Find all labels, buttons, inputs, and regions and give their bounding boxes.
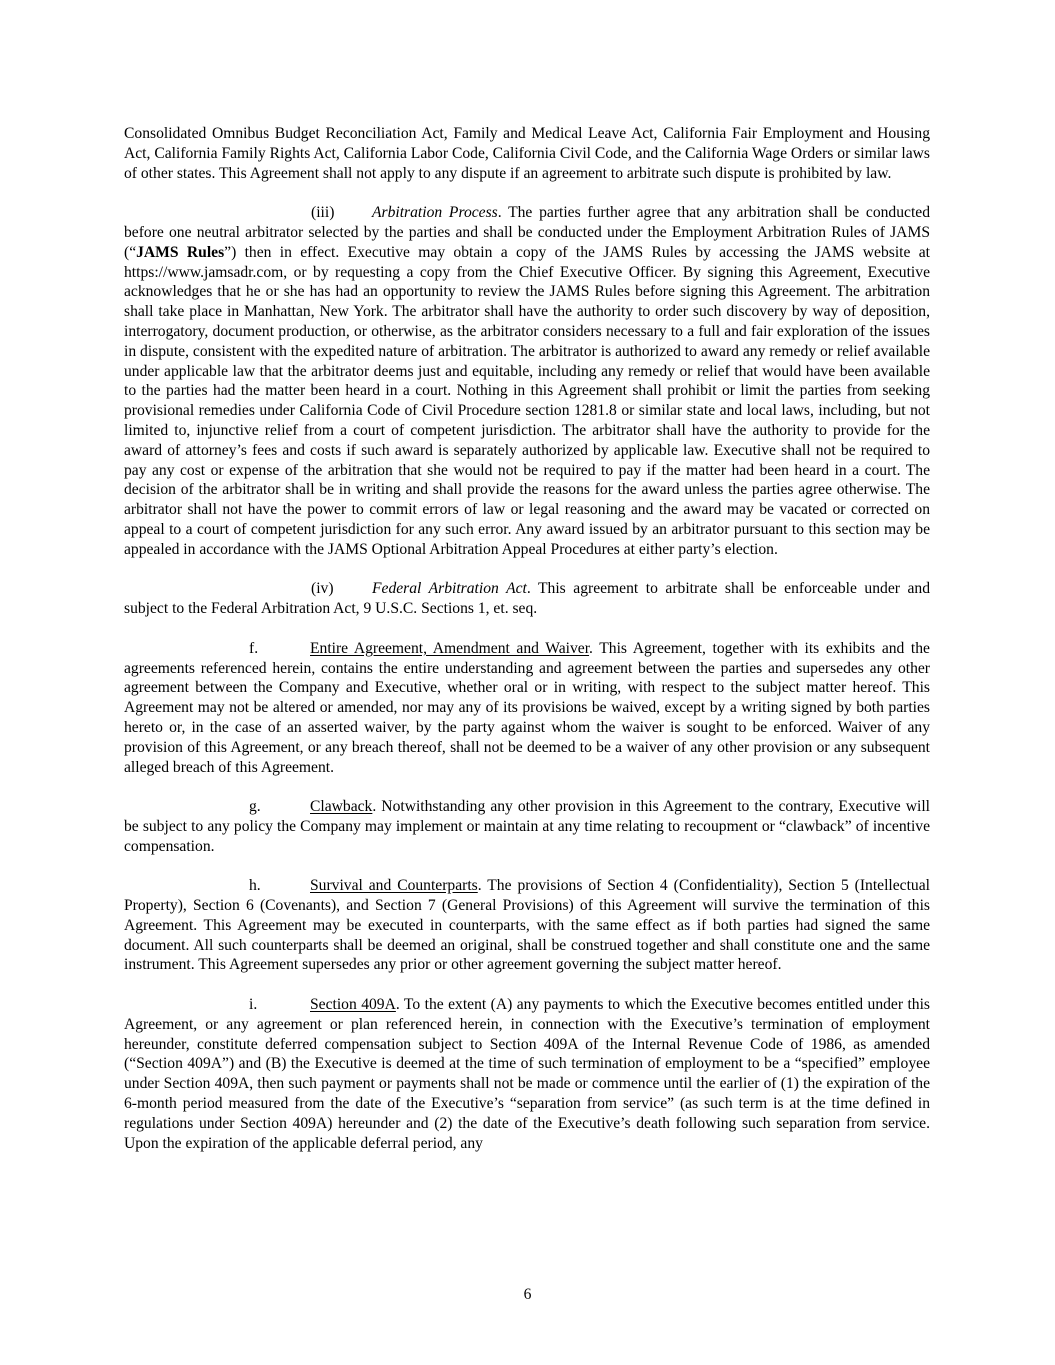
paragraph-arbitration-process [124, 203, 930, 559]
item-title: Federal Arbitration Act [372, 580, 527, 598]
item-number: (iv) [311, 580, 334, 598]
section-text: . Notwithstanding any other provision in this Agreement to the contrary, Executive will be subject to any policy the Company may implement or maintain at any time relating to recoupment or “clawback” of incentive compensation. [124, 798, 930, 855]
section-text: . To the extent (A) any payments to which the Executive becomes entitled under this Agreement, or any agreement or plan referenced herein, in connection with the Executive’s termination of employment hereunder, constitute deferred compensation subject to Section 409A of the Internal Revenue Code of 1986, as amended (“Section 409A”) and (B) the Executive is deemed at the time of such termination of employment to be a “specified” employee under Section 409A, then such payment or payments shall not be made or commence until the earlier of (1) the expiration of the 6-month period measured from the date of the Executive’s “separation from service” (as such term is at the time defined in regulations under Section 409A) hereunder and (2) the date of the Executive’s death following such separation from service. Upon the expiration of the applicable deferral period, any [124, 996, 930, 1152]
section-letter: g. [249, 798, 261, 816]
section-heading: Section 409A [310, 996, 396, 1014]
section-survival [124, 876, 930, 975]
section-text: . The provisions of Section 4 (Confidentiality), Section 5 (Intellectual Property), Section 6 (Covenants), and Section 7 (General Provisions) of this Agreement will survive the termination of this Agreement. This Agreement may be executed in counterparts, with the same effect as if both parties had signed the same document. All such counterparts shall be deemed an original, shall be construed together and shall constitute one and the same instrument. This Agreement supersedes any prior or other agreement governing the subject matter hereof. [124, 877, 930, 974]
section-entire-agreement [124, 639, 930, 778]
section-409a [124, 995, 930, 1153]
section-letter: h. [249, 877, 261, 895]
section-text: . This Agreement, together with its exhibits and the agreements referenced herein, contains the entire understanding and agreement between the parties and supersedes any other agreement between the Company and Executive, whether oral or in writing, with respect to the subject matter hereof. This Agreement may not be altered or amended, nor may any of its provisions be waived, except by a writing signed by both parties hereto or, in the case of an asserted waiver, by the party against whom the waiver is sought to be enforced. Waiver of any provision of this Agreement, or any breach thereof, shall not be deemed to be a waiver of any other provision or any subsequent alleged breach of this Agreement. [124, 639, 930, 776]
document-page [124, 124, 930, 1173]
item-text: . This agreement to arbitrate shall be enforceable under and subject to the Federal Arbitration Act, 9 U.S.C. Sections 1, et. seq. [124, 580, 930, 618]
section-clawback [124, 797, 930, 856]
paragraph-federal-arbitration-act [124, 579, 930, 619]
paragraph-covered-laws: Consolidated Omnibus Budget Reconciliation Act, Family and Medical Leave Act, California Fair Employment and Housing Act, California Family Rights Act, California Labor Code, California Civil Code, and the California Wage Orders or similar laws of other states. This Agreement shall not apply to any dispute if an agreement to arbitrate such dispute is prohibited by law. [124, 125, 930, 182]
section-letter: f. [249, 639, 259, 657]
page-number: 6 [523, 1286, 532, 1303]
section-letter: i. [249, 996, 258, 1014]
item-title: Arbitration Process [372, 204, 498, 222]
section-heading: Entire Agreement, Amendment and Waiver [310, 639, 590, 657]
section-heading: Clawback [310, 798, 373, 816]
item-text: . The parties further agree that any arbitration shall be conducted before one neutral arbitrator selected by the parties and shall be conducted under the Employment Arbitration Rules of JAMS (“ [124, 204, 931, 261]
item-text: ”) then in effect. Executive may obtain a copy of the JAMS Rules by accessing the JAMS website at https://www.jamsadr.com, or by requesting a copy from the Chief Executive Officer. By signing this Agreement, Executive acknowledges that he or she has had an opportunity to review the JAMS Rules before signing this Agreement. The arbitration shall take place in Manhattan, New York. The arbitrator shall have the authority to order such discovery by way of deposition, interrogatory, document production, or otherwise, as the arbitrator considers necessary to a full and fair exploration of the issues in dispute, consistent with the expedited nature of arbitration. The arbitrator is authorized to award any remedy or relief available under applicable law that the arbitrator deems just and equitable, including any remedy or relief that would have been available to the parties had the matter been heard in a court. Nothing in this Agreement shall prohibit or limit the parties from seeking provisional remedies under California Code of Civil Procedure section 1281.8 or similar state and local laws, including, but not limited to, injunctive relief from a court of competent jurisdiction. The arbitrator shall have the authority to provide for the award of attorney’s fees and costs if such award is separately authorized by applicable law. Executive shall not be required to pay any cost or expense of the arbitration that she would not be required to pay if the matter had been heard in a court. The decision of the arbitrator shall be in writing and shall provide the reasons for the award unless the parties agree otherwise. The arbitrator shall not have the power to commit errors of law or legal reasoning and the award may be vacated or corrected on appeal to a court of competent jurisdiction for any such error. Any award issued by an arbitrator pursuant to this section may be appealed in accordance with the JAMS Optional Arbitration Appeal Procedures at either party’s election. [124, 243, 930, 558]
item-number: (iii) [311, 204, 335, 222]
section-heading: Survival and Counterparts [310, 877, 478, 895]
defined-term: JAMS Rules [136, 243, 225, 261]
